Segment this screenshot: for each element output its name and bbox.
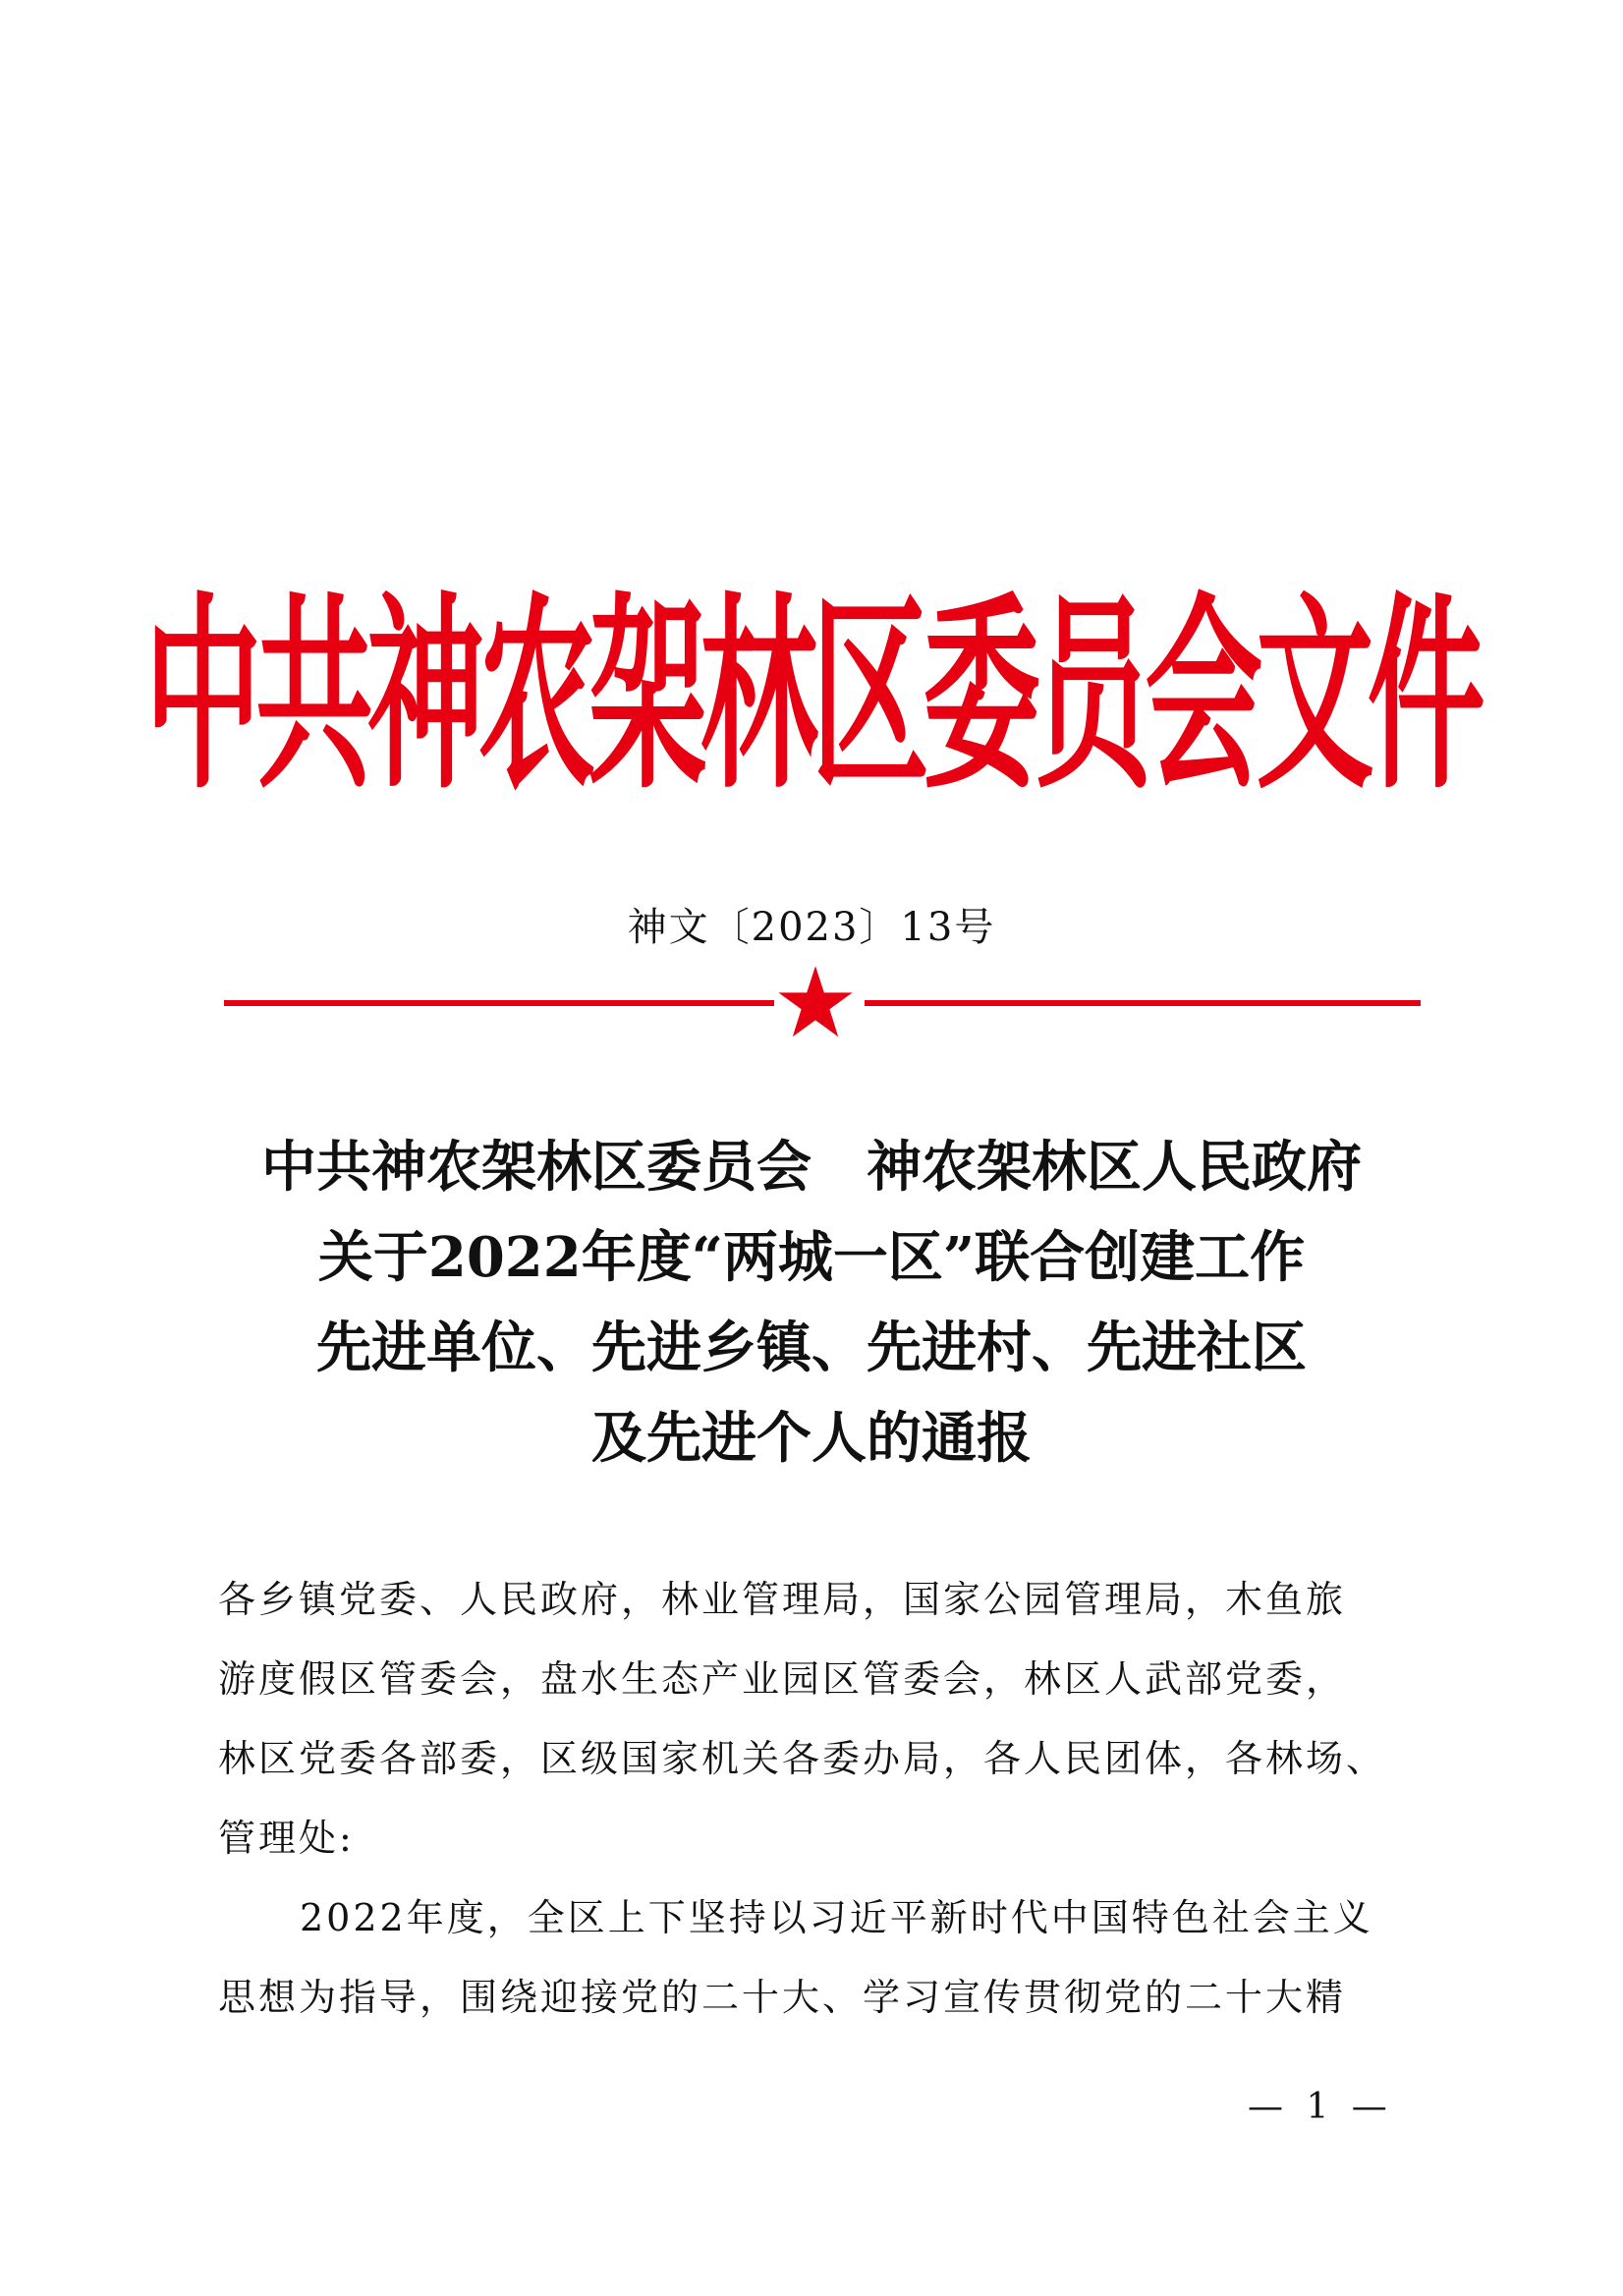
recipients-line-1: 各乡镇党委、人民政府，林业管理局，国家公园管理局，木鱼旅 [218,1578,1347,1621]
document-number: 神文〔2023〕13号 [627,905,996,950]
title-line-4: 及先进个人的通报 [591,1406,1032,1471]
title-line-1: 中共神农架林区委员会 神农架林区人民政府 [261,1135,1362,1200]
body-paragraph-line-1: 2022年度，全区上下坚持以习近平新时代中国特色社会主义 [300,1896,1373,1939]
body-paragraph-line-2: 思想为指导，围绕迎接党的二十大、学习宣传贯彻党的二十大精 [218,1976,1347,2019]
recipients-line-2: 游度假区管委会，盘水生态产业园区管委会，林区人武部党委， [218,1657,1347,1701]
red-divider-right [865,1000,1421,1006]
page-number: — 1 — [1248,2087,1393,2127]
title-line-2: 关于2022年度“两城一区”联合创建工作 [317,1225,1306,1290]
masthead [0,550,1623,818]
recipients-line-3: 林区党委各部委，区级国家机关各委办局，各人民团体，各林场、 [218,1737,1387,1780]
recipients-line-4: 管理处: [218,1817,355,1860]
title-line-3: 先进单位、先进乡镇、先进村、先进社区 [316,1316,1307,1380]
red-divider-left [224,1000,774,1006]
masthead-title: 中共神农架林区委员会文件 [144,575,1479,818]
red-star-icon [776,963,855,1041]
